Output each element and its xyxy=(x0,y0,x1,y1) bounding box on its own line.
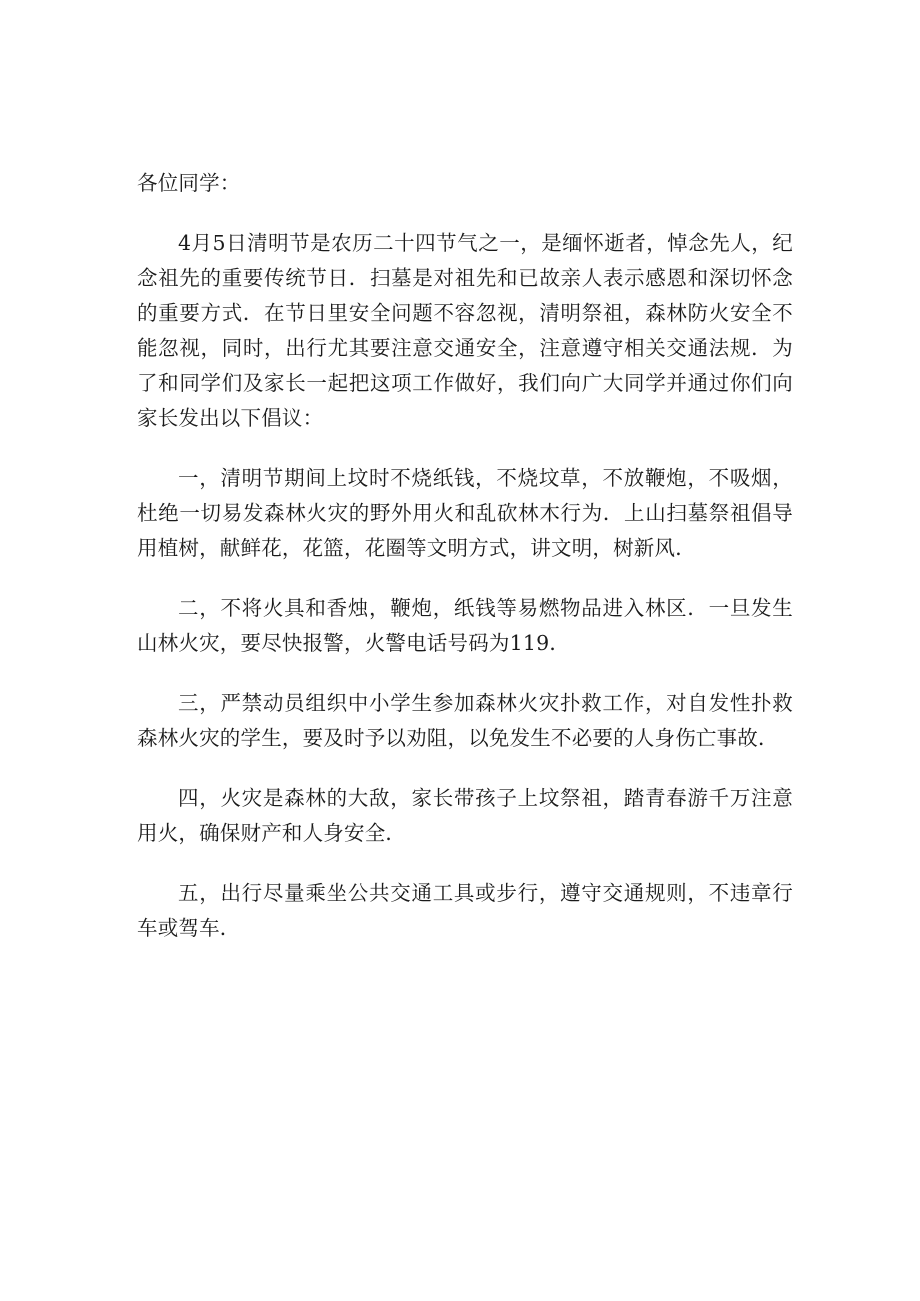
proposal-item-3: 三，严禁动员组织中小学生参加森林火灾扑救工作，对自发性扑救森林火灾的学生，要及时予以劝阻，以免发生不必要的人身伤亡事故． xyxy=(137,691,793,750)
proposal-item-5: 五，出行尽量乘坐公共交通工具或步行，遵守交通规则，不违章行车或驾车． xyxy=(137,881,793,940)
greeting: 各位同学： xyxy=(137,171,241,195)
proposal-item-2: 二，不将火具和香烛，鞭炮，纸钱等易燃物品进入林区．一旦发生山林火灾，要尽快报警，火警电话号码为119． xyxy=(137,596,793,655)
intro-paragraph: 4月5日清明节是农历二十四节气之一，是缅怀逝者，悼念先人，纪念祖先的重要传统节日．扫墓是对祖先和已故亲人表示感恩和深切怀念的重要方式．在节日里安全问题不容忽视，清明祭祖，森林防火安全不能忽视，同时，出行尤其要注意交通安全，注意遵守相关交通法规．为了和同学们及家长一起把这项工作做好，我们向广大同学并通过你们向家长发出以下倡议： xyxy=(137,231,793,430)
proposal-item-1: 一，清明节期间上坟时不烧纸钱，不烧坟草，不放鞭炮，不吸烟，杜绝一切易发森林火灾的野外用火和乱砍林木行为．上山扫墓祭祖倡导用植树，献鲜花，花篮，花圈等文明方式，讲文明，树新风． xyxy=(137,466,793,560)
proposal-item-4: 四，火灾是森林的大敌，家长带孩子上坟祭祖，踏青春游千万注意用火，确保财产和人身安全． xyxy=(137,786,793,845)
document-body xyxy=(137,166,793,971)
